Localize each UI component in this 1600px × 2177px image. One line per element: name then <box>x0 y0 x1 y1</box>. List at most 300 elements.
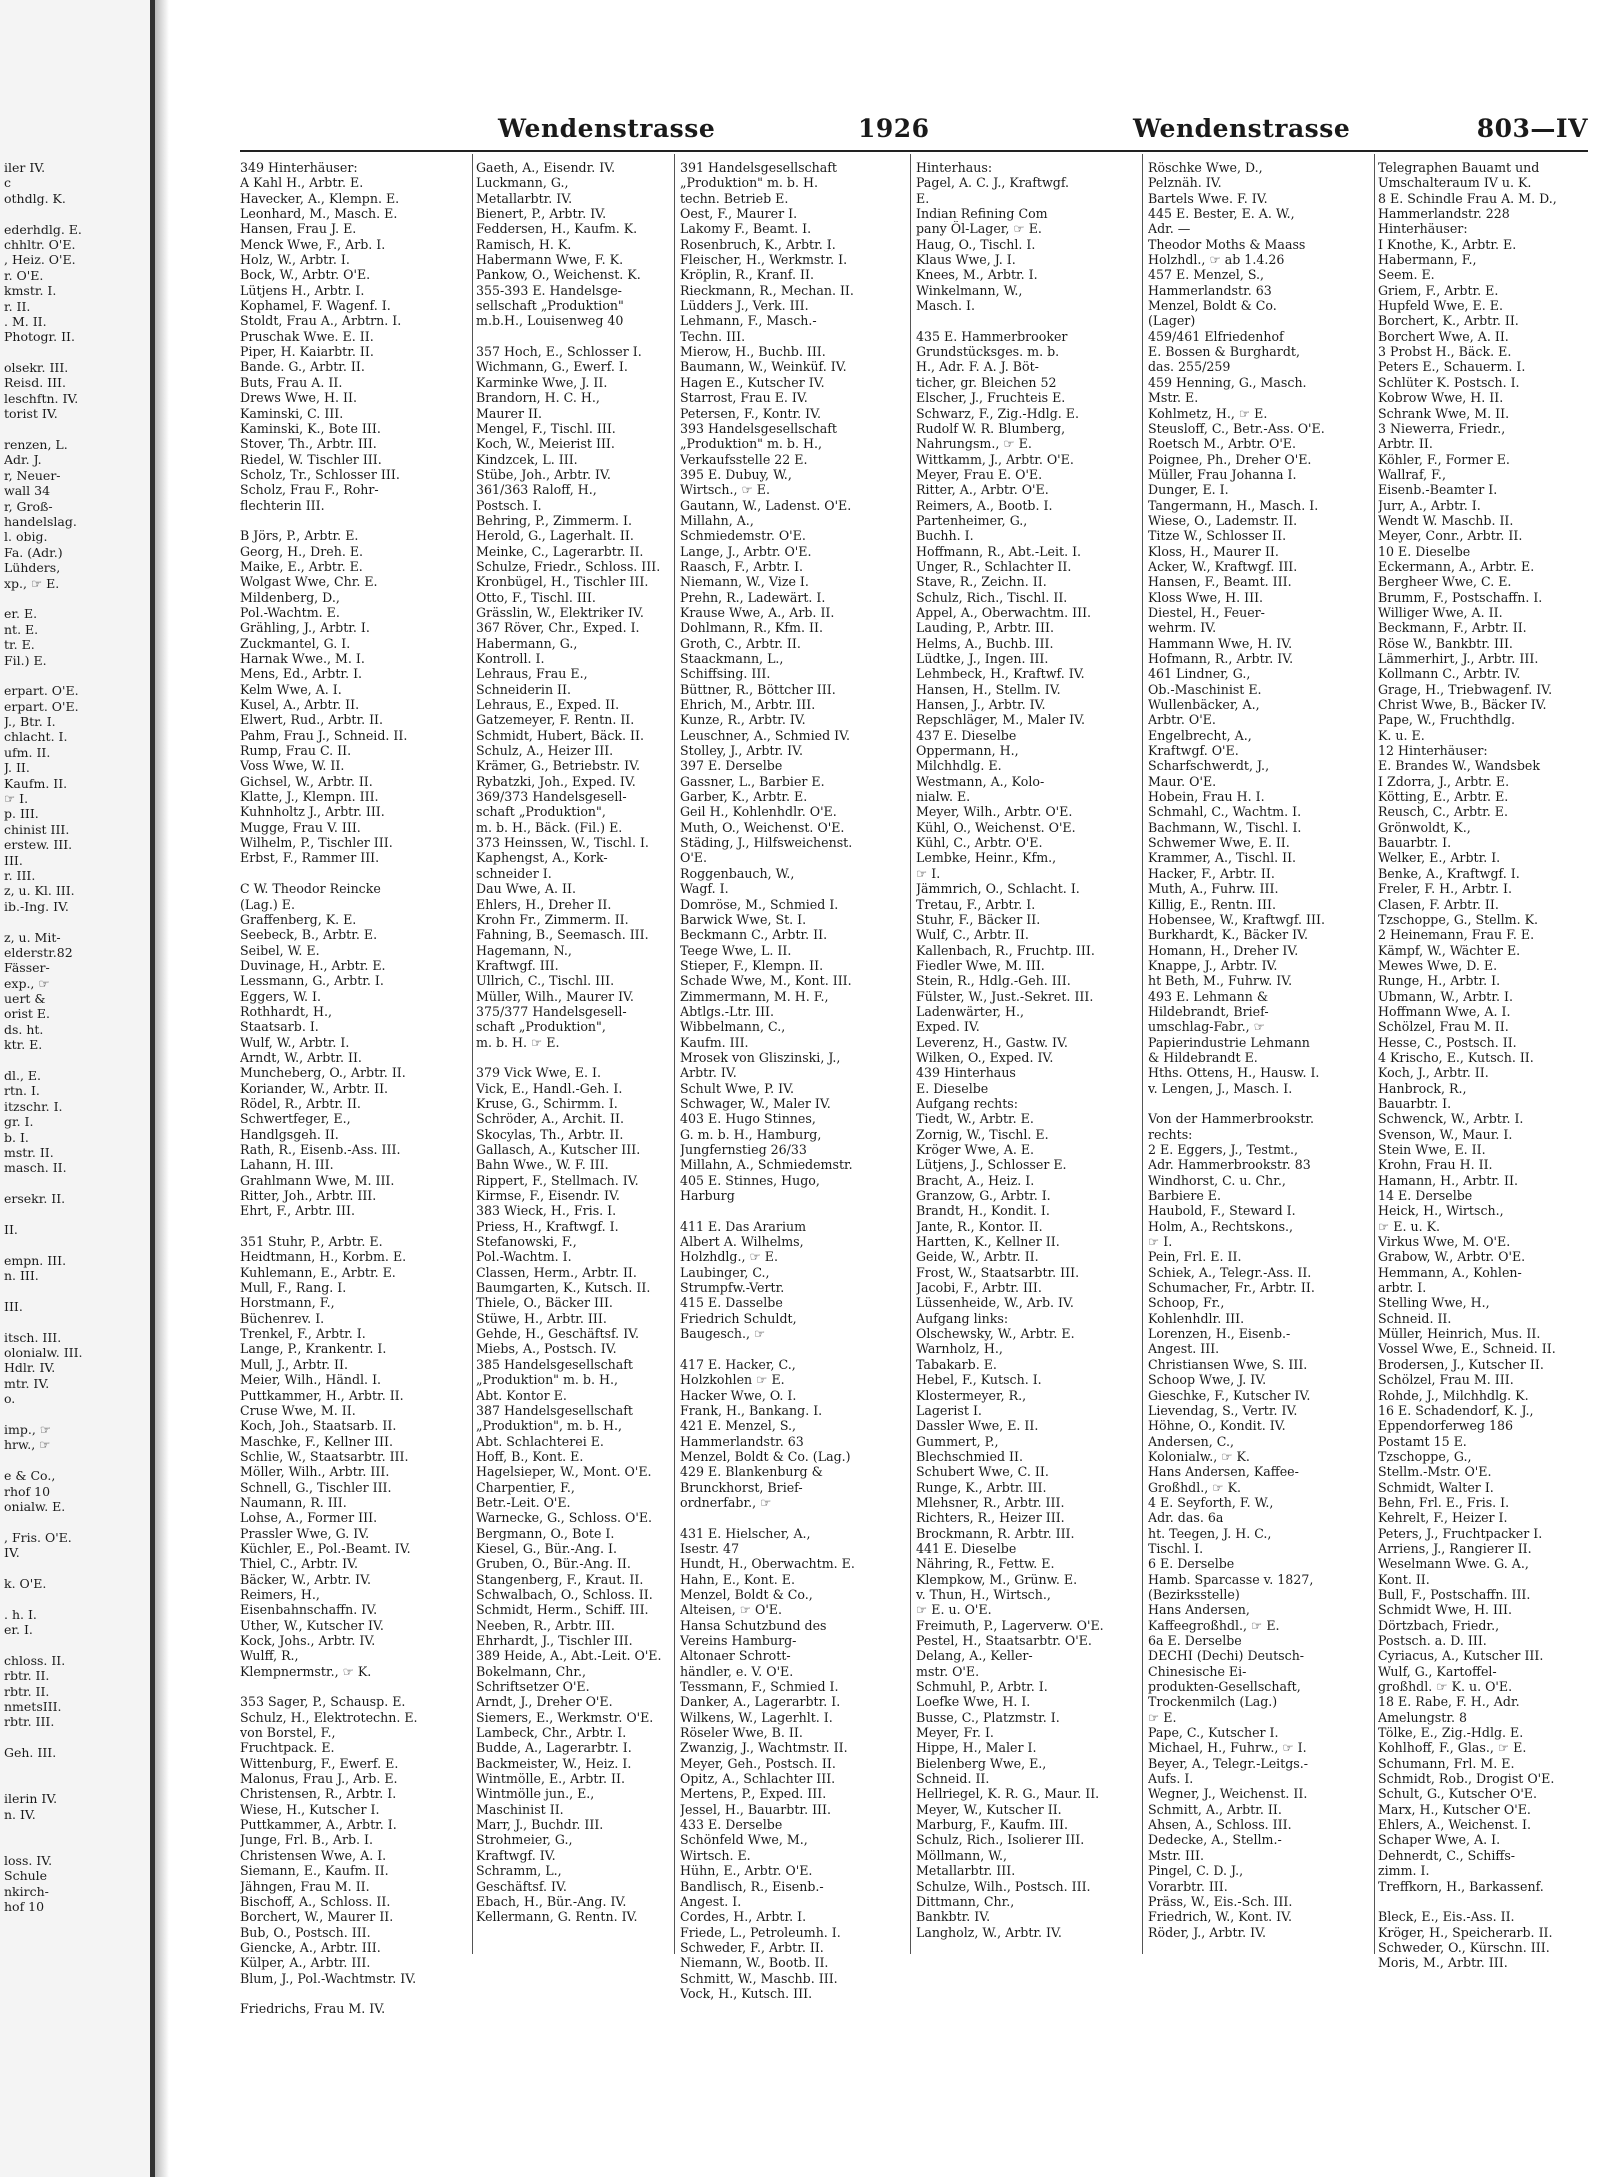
directory-entry: Kühl, O., Weichenst. O'E. <box>916 819 1076 835</box>
directory-entry: Hühn, E., Arbtr. O'E. <box>680 1863 813 1879</box>
directory-entry: Rothhardt, H., <box>240 1003 332 1019</box>
directory-entry: pany Öl-Lager, ☞ E. <box>916 221 1042 237</box>
directory-entry: Schlüter K. Postsch. I. <box>1378 374 1520 390</box>
directory-entry: Bartels Wwe. F. IV. <box>1148 190 1268 206</box>
directory-entry: Dunger, E. I. <box>1148 482 1229 498</box>
directory-entry: Wulf, G., Kartoffel- <box>1378 1663 1497 1679</box>
directory-entry: Gallasch, A., Kutscher III. <box>476 1142 641 1157</box>
directory-entry: Hansen, J., Arbtr. IV. <box>916 697 1046 713</box>
previous-page-line: J., Btr. I. <box>4 714 56 730</box>
directory-entry: Friedrich, W., Kont. IV. <box>1148 1909 1292 1925</box>
previous-page-line: p. III. <box>4 806 39 822</box>
directory-entry: Fülster, W., Just.-Sekret. III. <box>916 988 1094 1004</box>
directory-entry: ht. Teegen, J. H. C., <box>1148 1525 1272 1541</box>
directory-entry: Peters E., Schauerm. I. <box>1378 359 1526 375</box>
directory-entry: Klostermeyer, R., <box>916 1387 1027 1403</box>
directory-entry: Drews Wwe, H. II. <box>240 390 357 406</box>
directory-entry: Stolley, J., Arbtr. IV. <box>680 743 804 759</box>
directory-entry: Harburg <box>680 1188 735 1204</box>
directory-entry: schaft „Produktion", <box>476 804 606 820</box>
directory-entry <box>680 1203 905 1218</box>
directory-entry: Kraftwgf. O'E. <box>1148 743 1239 759</box>
directory-entry: Wilken, O., Exped. IV. <box>916 1049 1054 1065</box>
directory-entry: Eckermann, A., Arbtr. E. <box>1378 558 1535 574</box>
directory-entry: Wittenburg, F., Ewerf. E. <box>240 1755 399 1771</box>
directory-entry: Menzel, Boldt & Co., <box>680 1586 813 1602</box>
directory-entry: Wirtsch., ☞ E. <box>680 482 770 498</box>
directory-entry: Mugge, Frau V. III. <box>240 819 361 835</box>
directory-entry: Koriander, W., Arbtr. II. <box>240 1080 389 1096</box>
directory-entry: Scholz, Frau F., Rohr- <box>240 482 379 498</box>
directory-entry: „Produktion" m. b. H., <box>680 436 822 452</box>
previous-page-line: elderstr.82 <box>4 944 73 960</box>
directory-entry: Buchh. I. <box>916 528 974 544</box>
directory-entry: Kont. II. <box>1378 1571 1430 1587</box>
directory-entry: Vick, E., Handl.-Geh. I. <box>476 1080 623 1096</box>
directory-entry: Leuschner, A., Schmied IV. <box>680 727 851 743</box>
directory-entry: Bielenberg Wwe, E., <box>916 1755 1047 1771</box>
directory-entry: Muth, A., Fuhrw. III. <box>1148 881 1279 897</box>
directory-entry: Kohlhoff, F., Glas., ☞ E. <box>1378 1740 1527 1756</box>
previous-page-line: er. I. <box>4 1622 33 1638</box>
directory-entry: 429 E. Blankenburg & <box>680 1464 823 1480</box>
directory-entry: Hagen E., Kutscher IV. <box>680 374 825 390</box>
directory-entry: Klempkow, M., Grünw. E. <box>916 1571 1078 1587</box>
directory-entry: 411 E. Das Ararium <box>680 1218 807 1234</box>
directory-entry: Graffenberg, K. E. <box>240 911 357 927</box>
directory-entry: Knees, M., Arbtr. I. <box>916 267 1038 283</box>
directory-entry: Stein, R., Hdlg.-Geh. III. <box>916 973 1071 989</box>
directory-entry: Koch, Joh., Staatsarb. II. <box>240 1418 397 1434</box>
previous-page-line: nt. E. <box>4 621 39 637</box>
directory-entry: Riedel, W. Tischler III. <box>240 451 382 467</box>
directory-entry: Eisenb.-Beamter I. <box>1378 482 1498 498</box>
directory-entry: Wilkens, W., Lagerhlt. I. <box>680 1709 833 1725</box>
directory-entry: Pein, Frl. E. II. <box>1148 1249 1242 1265</box>
directory-entry: Exped. IV. <box>916 1019 980 1035</box>
directory-entry: Umschalteraum IV u. K. <box>1378 175 1532 191</box>
previous-page-line <box>4 1730 144 1745</box>
directory-entry: Kämpf, W., Wächter E. <box>1378 942 1521 958</box>
directory-entry: Hoffmann Wwe, A. I. <box>1378 1003 1511 1019</box>
directory-entry: Jacobi, F., Arbtr. III. <box>916 1280 1042 1296</box>
directory-entry: Metallarbtr. III. <box>916 1863 1016 1879</box>
directory-entry: Ladenwärter, H., <box>916 1003 1024 1019</box>
directory-entry: Wintmölle jun., E., <box>476 1786 595 1802</box>
directory-entry: Stellm.-Mstr. O'E. <box>1378 1464 1492 1480</box>
column-3 <box>680 160 905 2001</box>
directory-entry: Elwert, Rud., Arbtr. II. <box>240 712 384 728</box>
directory-entry: Muncheberg, O., Arbtr. II. <box>240 1065 406 1081</box>
directory-entry: 435 E. Hammerbrooker <box>916 328 1068 344</box>
previous-page-line <box>4 1638 144 1653</box>
directory-entry: Lembke, Heinr., Kfm., <box>916 850 1057 866</box>
directory-entry: B Jörs, P., Arbtr. E. <box>240 528 359 544</box>
directory-entry: Hippe, H., Maler I. <box>916 1740 1037 1756</box>
directory-entry: Nähring, R., Fettw. E. <box>916 1556 1055 1572</box>
directory-entry: Bienert, P., Arbtr. IV. <box>476 206 607 222</box>
directory-entry: 369/373 Handelsgesell- <box>476 789 627 805</box>
directory-entry: 415 E. Dasselbe <box>680 1295 783 1311</box>
directory-entry: Seebeck, B., Arbtr. E. <box>240 927 378 943</box>
directory-entry: Opitz, A., Schlachter III. <box>680 1771 836 1787</box>
directory-entry: 461 Lindner, G., <box>1148 666 1251 682</box>
directory-entry: Schriftsetzer O'E. <box>476 1679 590 1695</box>
previous-page-line: renzen, L. <box>4 437 68 453</box>
directory-entry: Bande. G., Arbtr. II. <box>240 359 365 375</box>
directory-entry: Mstr. III. <box>1148 1847 1204 1863</box>
directory-entry: 395 E. Dubuy, W., <box>680 466 792 482</box>
previous-page-line: loss. IV. <box>4 1852 53 1868</box>
directory-entry: Grage, H., Triebwagenf. IV. <box>1378 681 1553 697</box>
directory-entry: Loefke Wwe, H. I. <box>916 1694 1031 1710</box>
directory-entry: „Produktion" m. b. H. <box>680 175 818 191</box>
directory-entry: Albert A. Wilhelms, <box>680 1234 804 1250</box>
directory-entry: Isestr. 47 <box>680 1540 740 1556</box>
directory-entry <box>240 866 465 881</box>
previous-page-line: n. IV. <box>4 1806 36 1822</box>
directory-entry: Möller, Wilh., Arbtr. III. <box>240 1464 390 1480</box>
directory-entry: Ehlers, A., Weichenst. I. <box>1378 1817 1532 1833</box>
directory-entry: Marx, H., Kutscher O'E. <box>1378 1801 1531 1817</box>
directory-entry: Kröger Wwe, A. E. <box>916 1142 1035 1157</box>
directory-entry: Schröder, A., Archit. II. <box>476 1111 624 1127</box>
directory-entry: Reimers, H., <box>240 1586 320 1602</box>
directory-entry: Horstmann, F., <box>240 1295 335 1311</box>
directory-entry: I Zdorra, J., Arbtr. E. <box>1378 773 1510 789</box>
directory-entry: m. b. H., Bäck. (Fil.) E. <box>476 819 623 835</box>
directory-entry: 3 Niewerra, Friedr., <box>1378 420 1506 436</box>
directory-entry: Feddersen, H., Kaufm. K. <box>476 221 638 237</box>
previous-page-line: wall 34 <box>4 483 51 499</box>
directory-entry: Habermann, F., <box>1378 252 1477 268</box>
directory-entry: 445 E. Bester, E. A. W., <box>1148 206 1295 222</box>
directory-entry: Köhler, F., Former E. <box>1378 451 1510 467</box>
directory-entry: Dittmann, Chr., <box>916 1893 1015 1909</box>
directory-entry: Classen, Herm., Arbtr. II. <box>476 1264 637 1280</box>
directory-entry: Stave, R., Zeichn. II. <box>916 574 1047 590</box>
directory-entry: Grundstücksges. m. b. <box>916 344 1060 360</box>
previous-page-column <box>4 160 144 1915</box>
directory-entry: Kunze, R., Arbtr. IV. <box>680 712 806 728</box>
directory-entry: Gummert, P., <box>916 1433 999 1449</box>
directory-entry: Tzschoppe, G., <box>1378 1448 1472 1464</box>
directory-entry: Krammer, A., Tischl. II. <box>1148 850 1297 866</box>
directory-entry: 14 E. Derselbe <box>1378 1188 1473 1204</box>
directory-entry: Lorenzen, H., Eisenb.- <box>1148 1326 1291 1342</box>
directory-entry: Gautann, W., Ladenst. O'E. <box>680 497 852 513</box>
directory-entry: Harnak Wwe., M. I. <box>240 651 365 666</box>
directory-entry: Oppermann, H., <box>916 743 1019 759</box>
directory-entry: Hammann Wwe, H. IV. <box>1148 635 1293 651</box>
directory-entry: Svenson, W., Maur. I. <box>1378 1126 1513 1142</box>
directory-entry: Charpentier, F., <box>476 1479 575 1495</box>
directory-entry: Mierow, H., Buchb. III. <box>680 344 826 360</box>
directory-entry: Hacker, F., Arbtr. II. <box>1148 865 1275 881</box>
previous-page-line: empn. III. <box>4 1252 67 1268</box>
directory-entry: Buts, Frau A. II. <box>240 374 343 390</box>
directory-entry: Schmidt, Herm., Schiff. III. <box>476 1602 649 1618</box>
directory-entry: Rippert, F., Stellmach. IV. <box>476 1172 639 1188</box>
directory-entry: Leverenz, H., Gastw. IV. <box>916 1034 1068 1050</box>
directory-entry: Cordes, H., Arbtr. I. <box>680 1909 807 1925</box>
directory-entry: Millahn, A., <box>680 512 754 528</box>
directory-entry: Pahm, Frau J., Schneid. II. <box>240 727 408 743</box>
directory-entry: Schulz, Rich., Tischl. II. <box>916 589 1068 605</box>
directory-entry: Wibbelmann, C., <box>680 1019 786 1035</box>
previous-page-line: imp., ☞ <box>4 1422 51 1438</box>
directory-entry: Moris, M., Arbtr. III. <box>1378 1955 1508 1971</box>
directory-entry: Kronbügel, H., Tischler III. <box>476 574 649 590</box>
previous-page-line: r. III. <box>4 867 36 883</box>
directory-entry: Großhdl., ☞ K. <box>1148 1479 1241 1495</box>
directory-entry: Westmann, A., Kolo- <box>916 773 1045 789</box>
directory-entry: Meyer, Fr. I. <box>916 1725 994 1741</box>
directory-entry: Vock, H., Kutsch. III. <box>680 1985 813 2001</box>
street-name-left: Wendenstrasse <box>498 114 716 143</box>
directory-entry <box>240 1679 465 1694</box>
directory-entry: Mens, Ed., Arbtr. I. <box>240 666 363 682</box>
directory-entry: Stieper, F., Klempn. II. <box>680 957 824 973</box>
directory-entry: Ubmann, W., Arbtr. I. <box>1378 988 1513 1004</box>
directory-entry: Lüdtke, J., Ingen. III. <box>916 651 1049 666</box>
directory-entry: wehrm. IV. <box>1148 620 1217 636</box>
directory-entry: Schwemer Wwe, E. II. <box>1148 835 1290 851</box>
directory-entry: Kraftwgf. III. <box>476 957 559 973</box>
directory-entry: Müller, Frau Johanna I. <box>1148 466 1297 482</box>
year-label: 1926 <box>858 114 930 143</box>
column-2 <box>476 160 701 1925</box>
directory-entry: Runge, K., Arbtr. III. <box>916 1479 1047 1495</box>
directory-entry: Milchhdlg. E. <box>916 758 1002 774</box>
directory-entry: Hellriegel, K. R. G., Maur. II. <box>916 1786 1100 1802</box>
previous-page-line: r. II. <box>4 298 31 314</box>
directory-entry: Lahann, H. III. <box>240 1157 334 1173</box>
directory-entry: Städing, J., Hilfsweichenst. <box>680 835 853 851</box>
directory-entry: Metallarbtr. IV. <box>476 190 573 206</box>
directory-entry: Rosenbruch, K., Arbtr. I. <box>680 236 836 252</box>
directory-entry: Abt. Kontor E. <box>476 1387 567 1403</box>
directory-entry: 2 Heinemann, Frau F. E. <box>1378 927 1535 943</box>
directory-entry: ☞ E. <box>1148 1709 1177 1725</box>
directory-entry: Holzkohlen ☞ E. <box>680 1372 785 1388</box>
directory-entry: Puttkammer, A., Arbtr. I. <box>240 1817 397 1833</box>
directory-entry: techn. Betrieb E. <box>680 190 789 206</box>
previous-page-line <box>4 591 144 606</box>
directory-entry: Schmuhl, P., Arbtr. I. <box>916 1679 1048 1695</box>
directory-entry: Hartten, K., Kellner II. <box>916 1234 1060 1250</box>
directory-entry: Bergheer Wwe, C. E. <box>1378 574 1512 590</box>
directory-entry: 405 E. Stinnes, Hugo, <box>680 1172 820 1188</box>
directory-entry: Meyer, Wilh., Arbtr. O'E. <box>916 804 1073 820</box>
directory-entry: Tölke, E., Zig.-Hdlg. E. <box>1378 1725 1524 1741</box>
previous-page-line: Fa. (Adr.) <box>4 544 63 560</box>
directory-entry: Uther, W., Kutscher IV. <box>240 1617 384 1633</box>
directory-entry: Bergmann, O., Bote I. <box>476 1525 615 1541</box>
column-divider <box>472 154 473 1954</box>
directory-entry: 373 Heinssen, W., Tischl. I. <box>476 835 649 851</box>
directory-entry: Habermann, G., <box>476 635 578 651</box>
directory-entry: Schoop Wwe, J. IV. <box>1148 1372 1267 1388</box>
directory-entry: Mewes Wwe, D. E. <box>1378 957 1498 973</box>
directory-entry: Maur. O'E. <box>1148 773 1217 789</box>
directory-entry: Bauarbtr. I. <box>1378 835 1452 851</box>
directory-entry: Backmeister, W., Heiz. I. <box>476 1755 632 1771</box>
directory-entry: Hans Andersen, Kaffee- <box>1148 1464 1299 1480</box>
directory-entry: Grönwoldt, K., <box>1378 819 1471 835</box>
directory-entry: 459/461 Elfriedenhof <box>1148 328 1284 344</box>
directory-entry: Pol.-Wachtm. E. <box>240 604 340 620</box>
directory-entry: Schmidt Wwe, H. III. <box>1378 1602 1512 1618</box>
directory-entry: Bull, F., Postschaffn. III. <box>1378 1586 1531 1602</box>
directory-entry: Tischl. I. <box>1148 1540 1204 1556</box>
directory-entry: Stuhr, F., Bäcker II. <box>916 911 1041 927</box>
directory-entry: Krause Wwe, A., Arb. II. <box>680 604 835 620</box>
directory-entry: Schnell, G., Tischler III. <box>240 1479 392 1495</box>
directory-entry: Warnecke, G., Schloss. O'E. <box>476 1510 653 1526</box>
directory-page <box>178 0 1588 2177</box>
directory-entry: m. b. H. ☞ E. <box>476 1034 560 1050</box>
directory-entry: Röseler Wwe, B. II. <box>680 1725 803 1741</box>
directory-entry: Grässlin, W., Elektriker IV. <box>476 604 644 620</box>
previous-page-line <box>4 345 144 360</box>
previous-page-line: torist IV. <box>4 406 58 422</box>
directory-entry: Zornig, W., Tischl. E. <box>916 1126 1049 1142</box>
directory-entry: Vossel Wwe, E., Schneid. II. <box>1378 1341 1556 1357</box>
directory-entry: Petersen, F., Kontr. IV. <box>680 405 822 421</box>
directory-entry: K. u. E. <box>1378 727 1425 743</box>
column-divider <box>674 154 675 1954</box>
directory-entry: Beckmann C., Arbtr. II. <box>680 927 828 943</box>
directory-entry: Delang, A., Keller- <box>916 1648 1033 1664</box>
directory-entry: Hammerlandstr. 63 <box>1148 282 1272 298</box>
directory-entry: Chinesische Ei- <box>1148 1663 1247 1679</box>
previous-page-line: chloss. II. <box>4 1652 66 1668</box>
directory-entry: (Lager) <box>1148 313 1196 329</box>
directory-entry: Kötting, E., Arbtr. E. <box>1378 789 1509 805</box>
directory-entry: 493 E. Lehmann & <box>1148 988 1269 1004</box>
directory-entry: Eisenbahnschaffn. IV. <box>240 1602 378 1618</box>
directory-entry: 383 Wieck, H., Fris. I. <box>476 1203 617 1219</box>
previous-page-line: chinist III. <box>4 821 70 837</box>
directory-entry: Ob.-Maschinist E. <box>1148 681 1262 697</box>
directory-entry: flechterin III. <box>240 497 325 513</box>
directory-entry: Schneid. II. <box>1378 1310 1452 1326</box>
directory-entry: Havecker, A., Klempn. E. <box>240 190 400 206</box>
directory-entry: Bokelmann, Chr., <box>476 1663 587 1679</box>
directory-entry: Millahn, A., Schmiedemstr. <box>680 1157 853 1173</box>
directory-entry: Schubert Wwe, C. II. <box>916 1464 1049 1480</box>
directory-entry: großhdl. ☞ K. u. O'E. <box>1378 1679 1513 1695</box>
directory-entry: Arbtr. II. <box>1378 436 1433 452</box>
directory-entry: Schiek, A., Telegr.-Ass. II. <box>1148 1264 1312 1280</box>
previous-page-line: Fil.) E. <box>4 652 47 668</box>
directory-entry: Bock, W., Arbtr. O'E. <box>240 267 371 283</box>
directory-entry <box>240 1219 465 1234</box>
directory-entry: Duvinage, H., Arbtr. E. <box>240 957 386 973</box>
previous-page-line: masch. II. <box>4 1160 67 1176</box>
directory-entry: Kallenbach, R., Fruchtp. III. <box>916 942 1095 958</box>
previous-page-line: Schule <box>4 1868 48 1884</box>
directory-entry: Jessel, H., Bauarbtr. III. <box>680 1801 832 1817</box>
previous-page-line: ib.-Ing. IV. <box>4 898 69 914</box>
directory-entry: Richters, R., Heizer III. <box>916 1510 1065 1526</box>
previous-page-line: onialw. E. <box>4 1498 66 1514</box>
directory-entry <box>476 1050 701 1065</box>
directory-entry: Friede, L., Petroleumh. I. <box>680 1924 841 1940</box>
directory-entry: Appel, A., Oberwachtm. III. <box>916 604 1092 620</box>
previous-page-line <box>4 1561 144 1576</box>
previous-page-line <box>4 1453 144 1468</box>
directory-entry: Budde, A., Lagerarbtr. I. <box>476 1740 632 1756</box>
directory-entry: Prassler Wwe, G. IV. <box>240 1525 370 1541</box>
previous-page-line <box>4 1207 144 1222</box>
directory-entry: Mstr. E. <box>1148 390 1199 406</box>
directory-entry: Stübe, Joh., Arbtr. IV. <box>476 466 611 482</box>
directory-entry: Blechschmied II. <box>916 1448 1023 1464</box>
directory-entry: Bub, O., Postsch. III. <box>240 1924 371 1940</box>
directory-entry: schneider I. <box>476 865 552 881</box>
directory-entry: Lehmbeck, H., Kraftwf. IV. <box>916 666 1085 682</box>
directory-entry: 8 E. Schindle Frau A. M. D., <box>1378 190 1557 206</box>
directory-entry: Tzschoppe, G., Stellm. K. <box>1378 911 1539 927</box>
directory-entry: Gehde, H., Geschäftsf. IV. <box>476 1326 640 1342</box>
directory-entry: Priess, H., Kraftwgf. I. <box>476 1218 619 1234</box>
directory-entry: Schult Wwe, P. IV. <box>680 1080 794 1096</box>
directory-entry: Brandt, H., Kondit. I. <box>916 1203 1050 1219</box>
previous-page-line: erpart. O'E. <box>4 698 79 714</box>
directory-entry: Clasen, F. Arbtr. II. <box>1378 896 1499 912</box>
directory-entry: Schmahl, C., Wachtm. I. <box>1148 804 1302 820</box>
directory-entry: Kohlmetz, H., ☞ E. <box>1148 405 1268 421</box>
directory-entry: Schulz, A., Heizer III. <box>476 743 614 759</box>
directory-entry: Pagel, A. C. J., Kraftwgf. <box>916 175 1070 191</box>
directory-entry: Schulz, H., Elektrotechn. E. <box>240 1709 418 1725</box>
directory-entry: Helms, A., Buchb. III. <box>916 635 1054 651</box>
directory-entry: Schweder, F., Arbtr. II. <box>680 1939 824 1955</box>
directory-entry: Gruben, O., Bür.-Ang. II. <box>476 1556 631 1572</box>
directory-entry: 4 E. Seyforth, F. W., <box>1148 1494 1274 1510</box>
directory-entry: Rybatzki, Joh., Exped. IV. <box>476 773 636 789</box>
directory-entry: Weselmann Wwe. G. A., <box>1378 1556 1529 1572</box>
previous-page-line: ederhdlg. E. <box>4 221 82 237</box>
directory-entry: Fiedler Wwe, M. III. <box>916 957 1045 973</box>
directory-entry: Hesse, C., Postsch. II. <box>1378 1034 1517 1050</box>
directory-entry: 6 E. Derselbe <box>1148 1556 1235 1572</box>
directory-entry: Heidtmann, H., Korbm. E. <box>240 1249 407 1265</box>
directory-entry: Tiedt, W., Arbtr. E. <box>916 1111 1034 1127</box>
directory-entry: Borchert, W., Maurer II. <box>240 1909 394 1925</box>
directory-entry: Brunckhorst, Brief- <box>680 1479 803 1495</box>
directory-entry <box>240 513 465 528</box>
directory-entry: Lütjens, J., Schlosser E. <box>916 1157 1067 1173</box>
directory-entry: Bauarbtr. I. <box>1378 1095 1452 1111</box>
directory-entry: Borchert Wwe, A. II. <box>1378 328 1509 344</box>
directory-entry: Niemann, W., Bootb. II. <box>680 1955 829 1971</box>
directory-entry: Meyer, Frau E. O'E. <box>916 466 1043 482</box>
directory-entry: das. 255/259 <box>1148 359 1231 375</box>
directory-entry: Lehraus, E., Exped. II. <box>476 697 620 713</box>
directory-entry: Starrost, Frau E. IV. <box>680 390 808 406</box>
directory-entry: Hahn, E., Kont. E. <box>680 1571 795 1587</box>
previous-page-line: orist E. <box>4 1006 51 1022</box>
directory-entry: Lakomy F., Beamt. I. <box>680 221 812 237</box>
directory-entry: Koch, J., Arbtr. II. <box>1378 1065 1489 1081</box>
directory-entry: A Kahl H., Arbtr. E. <box>240 175 364 191</box>
directory-entry: Titze W., Schlosser II. <box>1148 528 1287 544</box>
previous-page-line: rbtr. III. <box>4 1714 55 1730</box>
directory-entry: Behring, P., Zimmerm. I. <box>476 512 633 528</box>
